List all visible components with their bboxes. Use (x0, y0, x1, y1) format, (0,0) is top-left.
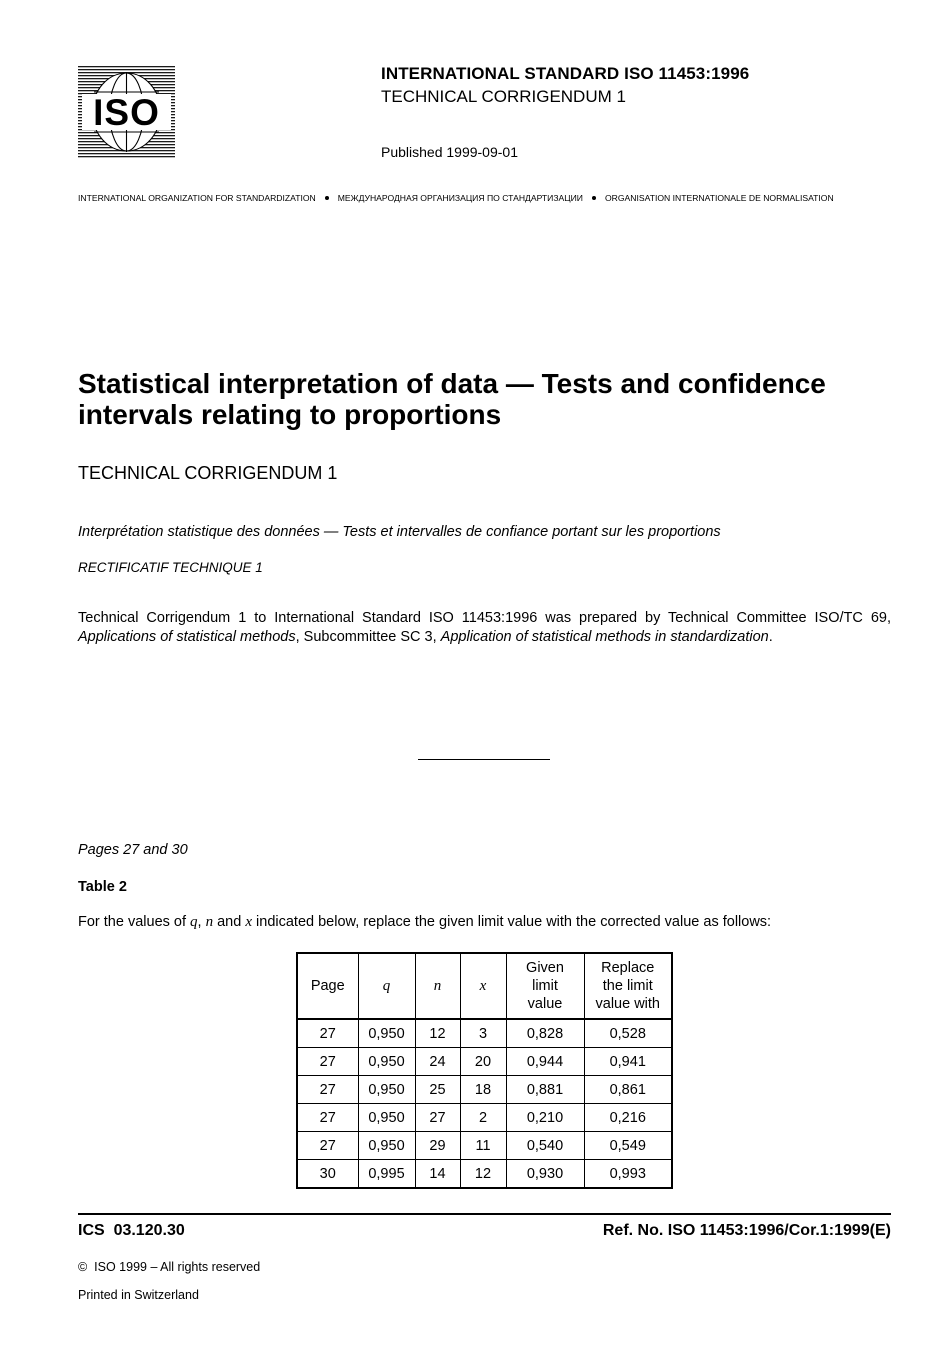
table-row (297, 1076, 672, 1104)
header-q: q (358, 953, 415, 1019)
printed-notice: Printed in Switzerland (78, 1288, 199, 1302)
cell-replacement-value: 0,861 (584, 1076, 672, 1104)
subcommittee-name: Application of statistical methods in standardization (440, 628, 769, 645)
cell-x: 11 (460, 1132, 506, 1160)
org-name-russian: МЕЖДУНАРОДНАЯ ОРГАНИЗАЦИЯ ПО СТАНДАРТИЗАЦИИ (337, 193, 583, 203)
reference-number: Ref. No. ISO 11453:1996/Cor.1:1999(E) (602, 1222, 891, 1239)
table-header-row (297, 953, 672, 1019)
cell-replacement-value: 0,216 (584, 1104, 672, 1132)
header-line: the limit (602, 978, 653, 994)
cell-q: 0,950 (358, 1019, 415, 1048)
header-line: Replace (601, 960, 655, 976)
cell-x: 12 (460, 1160, 506, 1189)
cell-given-value: 0,540 (506, 1132, 584, 1160)
bullet-icon (325, 196, 329, 200)
intro-text: Technical Corrigendum 1 to International Standard ISO 11453:1996 was prepared by Technical Committee ISO/TC 69, (78, 610, 891, 626)
standard-title: INTERNATIONAL STANDARD ISO 11453:1996 (381, 64, 750, 83)
ics-code: ICS 03.120.30 (78, 1222, 185, 1239)
footer-rule (78, 1213, 891, 1215)
cell-given-value: 0,828 (506, 1019, 584, 1048)
cell-replacement-value: 0,941 (584, 1048, 672, 1076)
cell-n: 27 (415, 1104, 460, 1132)
french-title: Interprétation statistique des données — Tests et intervalles de confiance portant sur les proportions (78, 524, 721, 540)
cell-q: 0,950 (358, 1132, 415, 1160)
copyright-notice: © ISO 1999 – All rights reserved (78, 1260, 261, 1274)
cell-x: 2 (460, 1104, 506, 1132)
org-name-french: ORGANISATION INTERNATIONALE DE NORMALISATION (604, 193, 834, 203)
cell-n: 14 (415, 1160, 460, 1189)
section-divider (418, 759, 550, 760)
variable-x: x (245, 914, 253, 930)
document-title: Statistical interpretation of data — Tests and confidence intervals relating to proportions (78, 368, 826, 430)
table-row (297, 1019, 672, 1048)
iso-logo-text: ISO (93, 92, 160, 133)
committee-name: Applications of statistical methods (78, 628, 296, 645)
cell-page: 27 (297, 1076, 358, 1104)
cell-x: 18 (460, 1076, 506, 1104)
cell-page: 27 (297, 1048, 358, 1076)
table-row (297, 1160, 672, 1189)
cell-q: 0,995 (358, 1160, 415, 1189)
cell-replacement-value: 0,549 (584, 1132, 672, 1160)
cell-given-value: 0,930 (506, 1160, 584, 1189)
cell-q: 0,950 (358, 1076, 415, 1104)
published-date: Published 1999-09-01 (381, 144, 518, 160)
table-body (297, 1019, 672, 1188)
instruction-part: , (197, 914, 206, 930)
bullet-icon (592, 196, 596, 200)
cell-q: 0,950 (358, 1048, 415, 1076)
variable-n: n (205, 914, 214, 930)
instruction-part: indicated below, replace the given limit value with the corrected value as follows: (252, 914, 772, 930)
table-row (297, 1132, 672, 1160)
cell-x: 20 (460, 1048, 506, 1076)
cell-page: 27 (297, 1104, 358, 1132)
intro-paragraph (78, 609, 891, 646)
cell-replacement-value: 0,528 (584, 1019, 672, 1048)
cell-page: 30 (297, 1160, 358, 1189)
variable-q: q (190, 914, 198, 930)
instruction-part: For the values of (78, 914, 191, 930)
cell-n: 24 (415, 1048, 460, 1076)
header-x: x (460, 953, 506, 1019)
cell-n: 29 (415, 1132, 460, 1160)
header-line: Given (526, 960, 564, 976)
org-name-english: INTERNATIONAL ORGANIZATION FOR STANDARDIZATION (78, 193, 316, 203)
intro-text: , Subcommittee SC 3, (295, 628, 441, 645)
table-row (297, 1104, 672, 1132)
cell-given-value: 0,944 (506, 1048, 584, 1076)
cell-page: 27 (297, 1132, 358, 1160)
cell-n: 25 (415, 1076, 460, 1104)
table-row (297, 1048, 672, 1076)
cell-x: 3 (460, 1019, 506, 1048)
cell-given-value: 0,881 (506, 1076, 584, 1104)
intro-text: . (768, 628, 773, 645)
iso-logo-graphic (78, 66, 175, 158)
cell-replacement-value: 0,993 (584, 1160, 672, 1189)
header-given-limit-value (506, 953, 584, 1019)
instruction-part: and (213, 914, 246, 930)
organization-line (78, 193, 891, 203)
header-n: n (415, 953, 460, 1019)
cell-n: 12 (415, 1019, 460, 1048)
correction-table (296, 952, 673, 1189)
cell-q: 0,950 (358, 1104, 415, 1132)
cell-given-value: 0,210 (506, 1104, 584, 1132)
header-page: Page (297, 953, 358, 1019)
iso-logo (78, 66, 175, 158)
header-replacement-value (584, 953, 672, 1019)
corrigendum-label: TECHNICAL CORRIGENDUM 1 (381, 87, 626, 106)
header-line: value with (595, 996, 660, 1012)
cell-page: 27 (297, 1019, 358, 1048)
header-line: limit (532, 978, 558, 994)
table-heading: Table 2 (78, 879, 127, 895)
pages-reference: Pages 27 and 30 (78, 842, 188, 858)
header-line: value (527, 996, 563, 1012)
corrigendum-heading: TECHNICAL CORRIGENDUM 1 (78, 463, 338, 483)
french-subtitle: RECTIFICATIF TECHNIQUE 1 (78, 560, 263, 575)
instruction-text (78, 914, 771, 931)
